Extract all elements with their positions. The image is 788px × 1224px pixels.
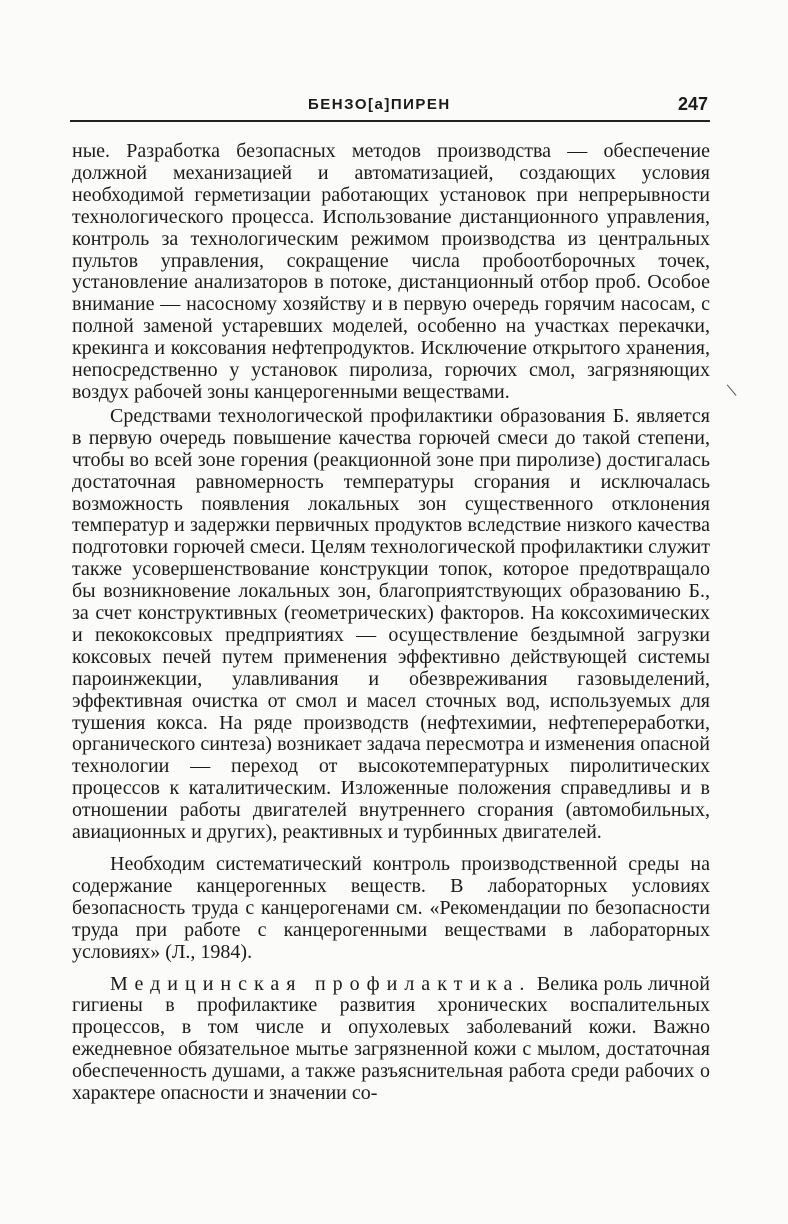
body-text <box>72 141 710 1105</box>
paragraph-3: Необходим систематический контроль производственной среды на содержание канцерогенных веществ. В лабораторных условиях безопасность труда с канцерогенами см. «Рекомендации по безопасности труда при работе с канцерогенными веществами в лабораторных условиях» (Л., 1984). <box>72 853 710 963</box>
section-heading: Медицинская профилактика. <box>110 972 532 995</box>
header-rule <box>70 120 710 122</box>
paragraph-4 <box>72 974 710 1105</box>
page-number: 247 <box>677 94 708 114</box>
page-header <box>70 92 710 118</box>
paragraph-2: Средствами технологической профилактики образования Б. является в первую очередь повышение качества горючей смеси до такой степени, чтобы во всей зоне горения (реакционной зоне при пиролизе) достигалась достаточная равномерность температуры сгорания и исключалась возможность появления локальных зон существенного отклонения температур и задержки первичных продуктов вследствие низкого качества подготовки горючей смеси. Целям технологической профилактики служит также усовершенствование конструкции топок, которое предотвращало бы возникновение локальных зон, благоприятствующих образованию Б., за счет конструктивных (геометрических) факторов. На коксохимических и пекококсовых предприятиях — осуществление бездымной загрузки коксовых печей путем применения эффективно действующей системы пароинжекции, улавливания и обезвреживания газовыделений, эффективная очистка от смол и масел сточных вод, используемых для тушения кокса. На ряде производств (нефтехимии, нефтепереработки, органического синтеза) возникает задача пересмотра и изменения опасной технологии — переход от высокотемпературных пиролитических процессов к каталитическим. Изложенные положения справедливы и в отношении работы двигателей внутреннего сгорания (автомобильных, авиационных и других), реактивных и турбинных двигателей. <box>72 404 710 844</box>
paragraph-4-text: Велика роль личной гигиены в профилактике развития хронических воспалительных процессов, в том числе и опухолевых заболеваний кожи. Важно ежедневное обязательное мытье загрязненной кожи с мылом, достаточная обеспеченность душами, а также разъяснительная работа среди рабочих о характере опасности и значении со- <box>72 972 710 1105</box>
running-title: БЕНЗО[а]ПИРЕН <box>308 96 451 113</box>
margin-pencil-mark <box>727 378 744 396</box>
paragraph-1: ные. Разработка безопасных методов производства — обеспечение должной механизацией и автоматизацией, создающих условия необходимой герметизации работающих установок при непрерывности технологического процесса. Использование дистанционного управления, контроль за технологическим режимом производства из центральных пультов управления, сокращение числа пробоотборочных точек, установление анализаторов в потоке, дистанционный отбор проб. Особое внимание — насосному хозяйству и в первую очередь горячим насосам, с полной заменой устаревших моделей, особенно на участках перекачки, крекинга и коксования нефтепродуктов. Исключение открытого хранения, непосредственно у установок пиролиза, горючих смол, загрязняющих воздух рабочей зоны канцерогенными веществами. <box>72 140 710 403</box>
